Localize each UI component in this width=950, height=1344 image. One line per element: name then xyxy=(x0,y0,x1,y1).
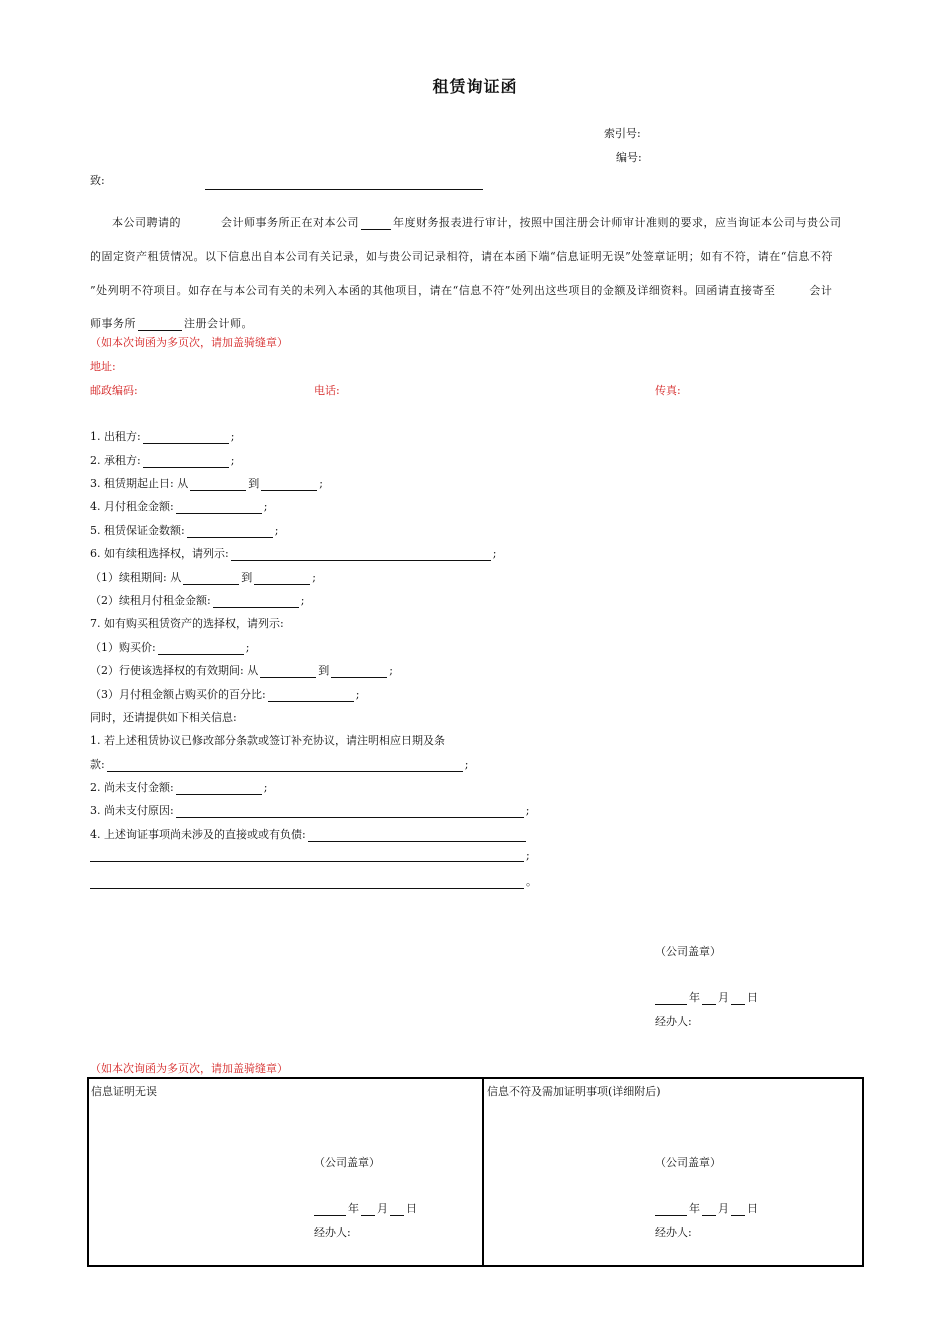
item-liabilities-line-2: ; xyxy=(90,849,530,862)
item-deposit: 5. 租赁保证金数额: ; xyxy=(90,524,279,537)
index-label: 索引号: xyxy=(604,127,641,140)
item-liabilities-line-3: 。 xyxy=(90,873,537,889)
item-amendments: 1. 若上述租赁协议已修改部分条款或签订补充协议，请注明相应日期及条 xyxy=(90,734,445,747)
item-unpaid-amount: 2. 尚未支付金额: ; xyxy=(90,781,268,794)
number-label: 编号: xyxy=(616,151,642,164)
item-purchase-option: 7. 如有购买租赁资产的选择权，请列示: xyxy=(90,617,284,630)
item-rent-percentage: （3）月付租金额占购买价的百分比: ; xyxy=(90,688,360,701)
item-lease-period: 3. 租赁期起止日: 从 到 ; xyxy=(90,477,323,490)
confirm-correct-title: 信息证明无误 xyxy=(91,1085,157,1098)
body-text: 会计师事务所正在对本公司 xyxy=(221,216,359,229)
body-text: 会计 xyxy=(809,284,833,297)
discrepancy-title: 信息不符及需加证明事项(详细附后) xyxy=(487,1085,661,1098)
item-unpaid-reason: 3. 尚未支付原因: ; xyxy=(90,804,530,817)
to-underline xyxy=(205,189,483,190)
right-company-seal: （公司盖章） xyxy=(655,1156,721,1169)
item-monthly-rent: 4. 月付租金金额: ; xyxy=(90,500,268,513)
seal-note-bottom: （如本次询函为多页次，请加盖骑缝章） xyxy=(90,1062,288,1075)
item-option-period: （2）行使该选择权的有效期间: 从 到 ; xyxy=(90,664,393,677)
sign-date: 年 月 日 xyxy=(655,989,758,1005)
item-contingent-liabilities: 4. 上述询证事项尚未涉及的直接或或有负债: xyxy=(90,826,528,842)
body-text: 师事务所 xyxy=(90,317,136,330)
to-label: 致: xyxy=(90,174,105,187)
also-provide-heading: 同时，还请提供如下相关信息: xyxy=(90,711,237,724)
fax-label: 传真: xyxy=(655,384,681,397)
item-purchase-price: （1）购买价: ; xyxy=(90,641,250,654)
left-handler-label: 经办人: xyxy=(314,1226,351,1239)
body-text: ”处列明不符项目。如存在与本公司有关的未列入本函的其他项目，请在“信息不符”处列出这些项目的金额及详细资料。回函请直接寄至 xyxy=(90,284,776,297)
item-lessor: 1. 出租方: ; xyxy=(90,430,235,443)
body-line-2: 的固定资产租赁情况。以下信息出自本公司有关记录，如与贵公司记录相符，请在本函下端“信息证明无误”处签章证明；如有不符，请在“信息不符 xyxy=(90,250,833,263)
handler-label: 经办人: xyxy=(655,1015,692,1028)
body-line-4 xyxy=(90,315,860,331)
body-text: 注册会计师。 xyxy=(184,317,253,330)
year-blank xyxy=(361,217,391,230)
body-line-1 xyxy=(90,214,860,230)
body-text: 本公司聘请的 xyxy=(112,216,181,229)
left-company-seal: （公司盖章） xyxy=(314,1156,380,1169)
firm-blank xyxy=(138,318,182,331)
address-label: 地址: xyxy=(90,360,116,373)
item-renewal-option: 6. 如有续租选择权，请列示: ; xyxy=(90,547,497,560)
right-sign-date: 年 月 日 xyxy=(655,1200,758,1216)
reply-box xyxy=(87,1077,864,1267)
body-text: 年度财务报表进行审计，按照中国注册会计师审计准则的要求，应当询证本公司与贵公司 xyxy=(393,216,842,229)
item-renewal-period: （1）续租期间: 从 到 ; xyxy=(90,571,316,584)
seal-note: （如本次询函为多页次，请加盖骑缝章） xyxy=(90,336,288,349)
postcode-label: 邮政编码: xyxy=(90,384,138,397)
item-amendments-cont: 款: ; xyxy=(90,758,469,771)
left-sign-date: 年 月 日 xyxy=(314,1200,417,1216)
item-lessee: 2. 承租方: ; xyxy=(90,454,235,467)
item-renewal-rent: （2）续租月付租金金额: ; xyxy=(90,594,305,607)
reply-box-divider xyxy=(482,1078,484,1265)
right-handler-label: 经办人: xyxy=(655,1226,692,1239)
phone-label: 电话: xyxy=(314,384,340,397)
company-seal: （公司盖章） xyxy=(655,945,721,958)
page-title: 租赁询证函 xyxy=(432,77,518,96)
body-line-3 xyxy=(90,282,860,298)
